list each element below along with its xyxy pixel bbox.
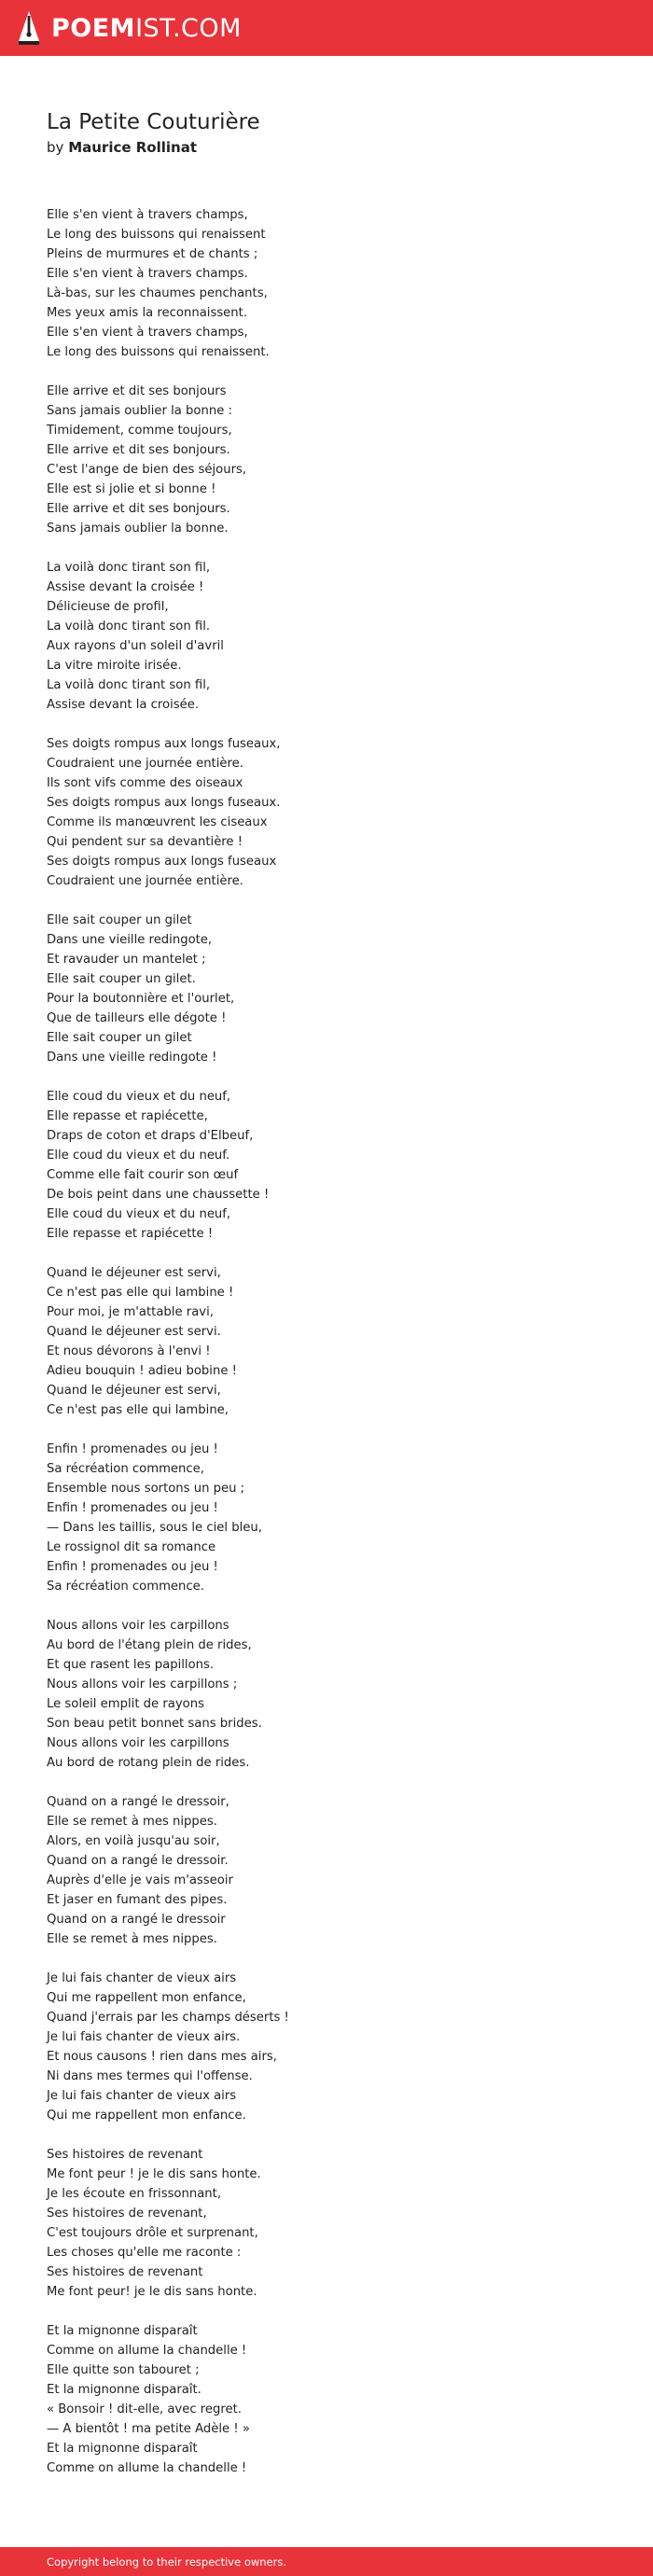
poem-body xyxy=(47,205,606,2478)
poem-line: Quand on a rangé le dressoir, xyxy=(47,1795,229,1809)
poem-line: Enfin ! promenades ou jeu ! xyxy=(47,1560,218,1574)
poem-line: « Bonsoir ! dit-elle, avec regret. xyxy=(47,2402,242,2416)
poem-line: Dans une vieille redingote, xyxy=(47,933,213,947)
by-label: by xyxy=(47,139,64,156)
poem-line: Mes yeux amis la reconnaissent. xyxy=(47,306,248,320)
poem-line: Quand j'errais par les champs déserts ! xyxy=(47,2011,289,2025)
stanza xyxy=(47,382,606,538)
poem-line: La voilà donc tirant son fil, xyxy=(47,678,211,692)
poem-line: Elle se remet à mes nippes. xyxy=(47,1815,217,1829)
site-brand[interactable] xyxy=(51,13,242,43)
poem-line: Quand on a rangé le dressoir. xyxy=(47,1854,229,1868)
poem-line: Et que rasent les papillons. xyxy=(47,1658,215,1672)
poem-line: Et la mignonne disparaît. xyxy=(47,2383,201,2397)
poem-line: Ensemble nous sortons un peu ; xyxy=(47,1482,245,1496)
poem-line: Délicieuse de profil, xyxy=(47,600,169,614)
brand-light: IST.COM xyxy=(135,13,242,43)
poem-line: Me font peur! je le dis sans honte. xyxy=(47,2285,257,2299)
poem-line: Le long des buissons qui renaissent. xyxy=(47,345,270,359)
stanza xyxy=(47,205,606,362)
poem-line: Quand le déjeuner est servi. xyxy=(47,1325,221,1339)
poem-line: Comme elle fait courir son œuf xyxy=(47,1168,239,1182)
poem-line: Son beau petit bonnet sans brides. xyxy=(47,1717,262,1731)
poem-line: Me font peur ! je le dis sans honte. xyxy=(47,2167,261,2181)
poem-line: Le rossignol dit sa romance xyxy=(47,1540,216,1554)
poem-line: Je lui fais chanter de vieux airs xyxy=(47,1971,237,1985)
poem-line: Ses doigts rompus aux longs fuseaux xyxy=(47,855,277,869)
poem-line: Ses histoires de revenant, xyxy=(47,2207,207,2221)
poem-line: Elle repasse et rapiécette ! xyxy=(47,1227,214,1241)
poem-title: La Petite Couturière xyxy=(47,110,260,134)
poem-line: Ses histoires de revenant xyxy=(47,2148,203,2162)
author-name[interactable]: Maurice Rollinat xyxy=(68,139,197,156)
poem-line: Quand le déjeuner est servi, xyxy=(47,1266,221,1280)
poem-line: Et nous dévorons à l'envi ! xyxy=(47,1344,211,1358)
poem-line: Elle quitte son tabouret ; xyxy=(47,2363,200,2377)
poem-line: Sans jamais oublier la bonne. xyxy=(47,522,229,536)
poem-line: Ce n'est pas elle qui lambine, xyxy=(47,1403,229,1417)
poem-line: Ses doigts rompus aux longs fuseaux, xyxy=(47,737,281,751)
stanza xyxy=(47,2321,606,2478)
poem-line: Elle sait couper un gilet xyxy=(47,913,192,927)
poem-line: Elle est si jolie et si bonne ! xyxy=(47,482,216,496)
poem-line: Sans jamais oublier la bonne : xyxy=(47,404,232,418)
poem-line: Elle coud du vieux et du neuf, xyxy=(47,1207,231,1221)
poem-line: Coudraient une journée entière. xyxy=(47,874,243,888)
poem-line: La voilà donc tirant son fil. xyxy=(47,620,211,634)
poem-line: De bois peint dans une chaussette ! xyxy=(47,1188,270,1202)
poem-line: C'est toujours drôle et surprenant, xyxy=(47,2226,258,2240)
poem-line: Qui me rappellent mon enfance. xyxy=(47,2109,246,2123)
poem-line: Et ravauder un mantelet ; xyxy=(47,953,206,967)
stanza xyxy=(47,2145,606,2302)
poem-line: Aux rayons d'un soleil d'avril xyxy=(47,639,224,653)
poem-line: Et la mignonne disparaît xyxy=(47,2324,198,2338)
poem-line: Elle arrive et dit ses bonjours xyxy=(47,384,227,398)
stanza xyxy=(47,734,606,891)
poem-line: Timidement, comme toujours, xyxy=(47,424,232,438)
site-footer xyxy=(0,2547,653,2576)
stanza xyxy=(47,1792,606,1949)
brand-bold: POEM xyxy=(51,13,136,43)
stanza xyxy=(47,1263,606,1420)
poem-line: Pour la boutonnière et l'ourlet, xyxy=(47,992,235,1006)
pen-nib-icon xyxy=(17,10,41,46)
poem-line: C'est l'ange de bien des séjours, xyxy=(47,463,247,477)
poem-line: — Dans les taillis, sous le ciel bleu, xyxy=(47,1521,262,1535)
poem-line: Dans une vieille redingote ! xyxy=(47,1051,217,1065)
poem-line: Elle repasse et rapiécette, xyxy=(47,1109,208,1123)
poem-line: Elle arrive et dit ses bonjours. xyxy=(47,502,230,516)
poem-line: Alors, en voilà jusqu'au soir, xyxy=(47,1834,220,1848)
stanza xyxy=(47,1440,606,1596)
poem-line: Elle coud du vieux et du neuf, xyxy=(47,1090,231,1104)
poem-line: Le soleil emplit de rayons xyxy=(47,1697,204,1711)
poem-line: Ses doigts rompus aux longs fuseaux. xyxy=(47,796,281,810)
poem-line: Au bord de rotang plein de rides. xyxy=(47,1756,250,1770)
poem-line: Quand on a rangé le dressoir xyxy=(47,1913,226,1927)
stanza xyxy=(47,911,606,1067)
poem-line: Elle sait couper un gilet xyxy=(47,1031,192,1045)
poem-line: Comme on allume la chandelle ! xyxy=(47,2344,247,2358)
poem-line: Là-bas, sur les chaumes penchants, xyxy=(47,286,268,300)
poem-line: Elle s'en vient à travers champs. xyxy=(47,267,248,281)
poem-line: Nous allons voir les carpillons xyxy=(47,1736,229,1750)
poem-line: Adieu bouquin ! adieu bobine ! xyxy=(47,1364,237,1378)
poem-line: Je les écoute en frissonnant, xyxy=(47,2187,222,2201)
stanza xyxy=(47,1969,606,2125)
poem-line: Comme on allume la chandelle ! xyxy=(47,2461,247,2475)
poem-line: Je lui fais chanter de vieux airs. xyxy=(47,2030,241,2044)
poem-line: Draps de coton et draps d'Elbeuf, xyxy=(47,1129,254,1143)
poem-line: Pour moi, je m'attable ravi, xyxy=(47,1305,214,1319)
site-header xyxy=(0,0,653,56)
poem-line: Enfin ! promenades ou jeu ! xyxy=(47,1442,218,1456)
poem-line: Ils sont vifs comme des oiseaux xyxy=(47,776,243,790)
poem-line: Qui pendent sur sa devantière ! xyxy=(47,835,243,849)
poem-line: Elle se remet à mes nippes. xyxy=(47,1932,217,1946)
poem-line: Ni dans mes termes qui l'offense. xyxy=(47,2069,253,2083)
poem-line: Les choses qu'elle me raconte : xyxy=(47,2246,242,2260)
poem-line: Sa récréation commence. xyxy=(47,1580,204,1594)
poem-line: Ses histoires de revenant xyxy=(47,2265,203,2279)
poem-line: Assise devant la croisée ! xyxy=(47,580,204,594)
poem-line: La voilà donc tirant son fil, xyxy=(47,561,211,575)
poem-line: Enfin ! promenades ou jeu ! xyxy=(47,1501,218,1515)
poem-line: Nous allons voir les carpillons ; xyxy=(47,1678,238,1692)
poem-line: Coudraient une journée entière. xyxy=(47,757,243,771)
poem-line: Elle s'en vient à travers champs, xyxy=(47,208,248,222)
poem-line: Elle s'en vient à travers champs, xyxy=(47,326,248,340)
poem-line: Elle sait couper un gilet. xyxy=(47,972,196,986)
poem-content xyxy=(47,109,606,2498)
poem-line: Et nous causons ! rien dans mes airs, xyxy=(47,2050,277,2064)
poem-line: Ce n'est pas elle qui lambine ! xyxy=(47,1286,234,1300)
poem-line: Nous allons voir les carpillons xyxy=(47,1619,229,1633)
site-logo[interactable] xyxy=(17,10,242,46)
poem-line: Qui me rappellent mon enfance, xyxy=(47,1991,246,2005)
poem-line: Et jaser en fumant des pipes. xyxy=(47,1893,228,1907)
byline xyxy=(47,139,606,157)
poem-line: Que de tailleurs elle dégote ! xyxy=(47,1011,227,1025)
stanza xyxy=(47,558,606,715)
poem-line: Auprès d'elle je vais m'asseoir xyxy=(47,1873,233,1887)
poem-line: Pleins de murmures et de chants ; xyxy=(47,247,258,261)
copyright-text: Copyright belong to their respective owners. xyxy=(47,2555,287,2569)
stanza xyxy=(47,1616,606,1773)
stanza xyxy=(47,1087,606,1244)
poem-line: Comme ils manœuvrent les ciseaux xyxy=(47,815,268,829)
poem-line: Assise devant la croisée. xyxy=(47,698,200,712)
poem-line: Quand le déjeuner est servi, xyxy=(47,1384,221,1398)
poem-line: — A bientôt ! ma petite Adèle ! » xyxy=(47,2422,250,2436)
poem-line: Je lui fais chanter de vieux airs xyxy=(47,2089,237,2103)
poem-line: Et la mignonne disparaît xyxy=(47,2442,198,2456)
poem-line: Elle arrive et dit ses bonjours. xyxy=(47,443,230,457)
poem-line: Elle coud du vieux et du neuf. xyxy=(47,1149,230,1163)
poem-line: La vitre miroite irisée. xyxy=(47,659,182,673)
poem-line: Sa récréation commence, xyxy=(47,1462,204,1476)
poem-line: Le long des buissons qui renaissent xyxy=(47,228,266,242)
poem-line: Au bord de l'étang plein de rides, xyxy=(47,1638,252,1652)
